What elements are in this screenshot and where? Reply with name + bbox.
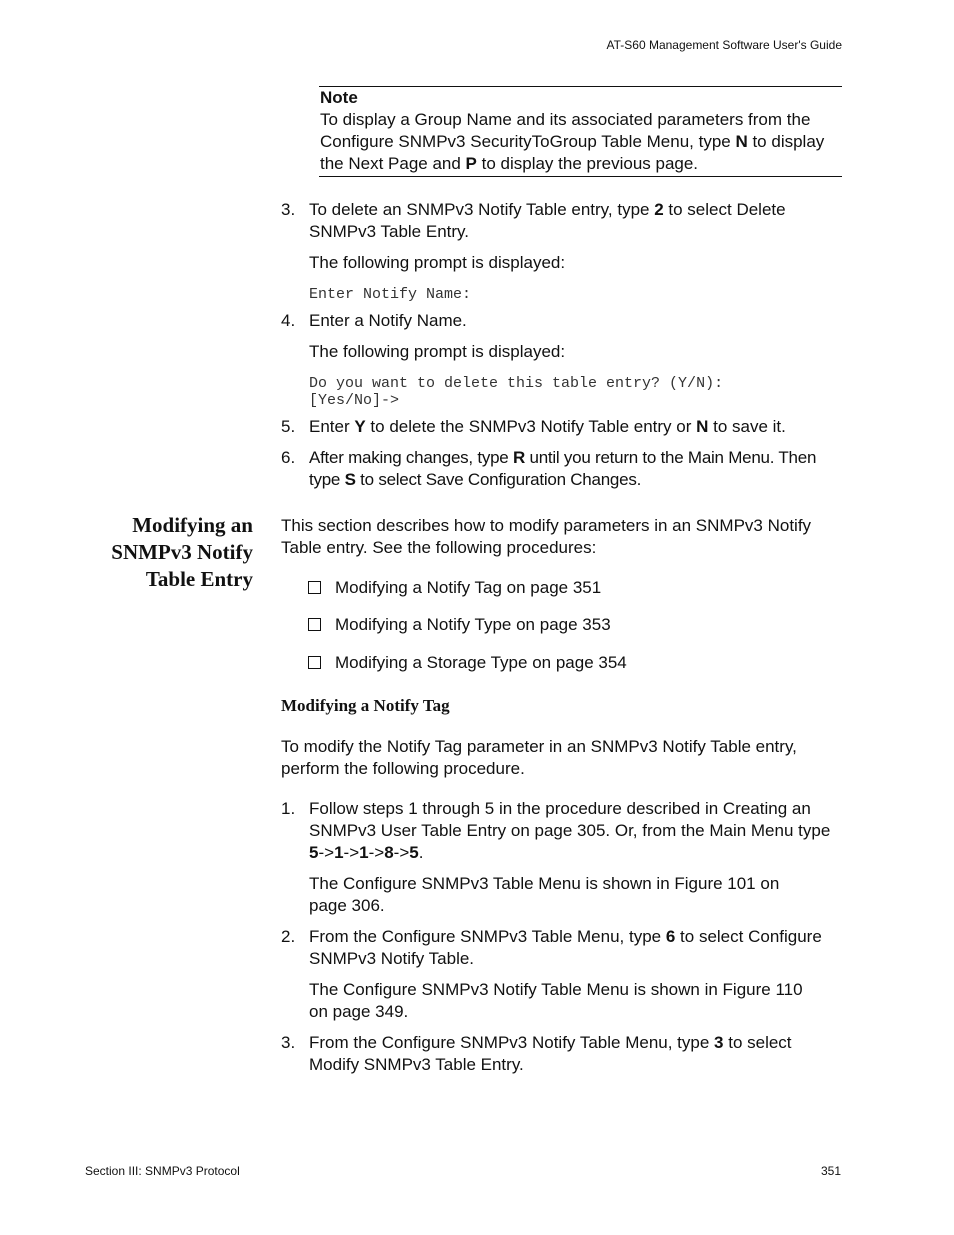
procedure-item[interactable]: Modifying a Storage Type on page 354	[308, 652, 627, 674]
procedure-item[interactable]: Modifying a Notify Type on page 353	[308, 614, 611, 636]
prompt-code-1: Enter Notify Name:	[309, 286, 472, 303]
step-2-modify: 2. From the Configure SNMPv3 Table Menu, type 6 to select Configure SNMPv3 Notify Table.	[281, 927, 822, 968]
running-header: AT-S60 Management Software User's Guide	[606, 38, 842, 52]
checkbox-bullet-icon	[308, 656, 321, 669]
note	[320, 87, 842, 175]
step-2-note: The Configure SNMPv3 Notify Table Menu is shown in Figure 110 on page 349.	[309, 980, 803, 1021]
step-3-modify: 3. From the Configure SNMPv3 Notify Table Menu, type 3 to select Modify SNMPv3 Table Entry.	[281, 1033, 792, 1074]
subsection-title: Modifying a Notify Tag	[281, 696, 450, 715]
step-4-delete: 4. Enter a Notify Name.	[281, 311, 467, 330]
note-bottom-rule	[319, 176, 842, 177]
step-6-delete: 6. After making changes, type R until you return to the Main Menu. Then type S to select Save Configuration Changes.	[281, 448, 817, 489]
note-text: To display a Group Name and its associated parameters from the Configure SNMPv3 SecurityToGroup Table Menu, type N to display the Next Page and P to display the previous page.	[320, 110, 825, 173]
checkbox-bullet-icon	[308, 618, 321, 631]
page-number: 351	[820, 1164, 841, 1178]
section-heading: Modifying an SNMPv3 Notify Table Entry	[111, 513, 253, 591]
step-1-note: The Configure SNMPv3 Table Menu is shown in Figure 101 on page 306.	[309, 874, 780, 915]
procedure-item[interactable]: Modifying a Notify Tag on page 351	[308, 577, 601, 599]
step-1-modify: 1. Follow steps 1 through 5 in the procedure described in Creating an SNMPv3 User Table Entry on page 305. Or, from the Main Menu type 5->1->1->8->5.	[281, 799, 831, 862]
prompt-intro-2: The following prompt is displayed:	[309, 342, 566, 361]
step-5-delete: 5. Enter Y to delete the SNMPv3 Notify Table entry or N to save it.	[281, 417, 786, 436]
prompt-code-2: Do you want to delete this table entry? (Y/N): [Yes/No]->	[309, 375, 724, 409]
prompt-intro-1: The following prompt is displayed:	[309, 253, 566, 272]
step-3-delete: 3. To delete an SNMPv3 Notify Table entry, type 2 to select Delete SNMPv3 Table Entry.	[281, 200, 786, 241]
note-label: Note	[320, 88, 358, 107]
checkbox-bullet-icon	[308, 581, 321, 594]
section-intro: This section describes how to modify parameters in an SNMPv3 Notify Table entry. See the following procedures:	[281, 516, 812, 557]
subsection-intro: To modify the Notify Tag parameter in an SNMPv3 Notify Table entry, perform the following procedure.	[281, 737, 797, 778]
footer-section: Section III: SNMPv3 Protocol	[85, 1164, 240, 1178]
